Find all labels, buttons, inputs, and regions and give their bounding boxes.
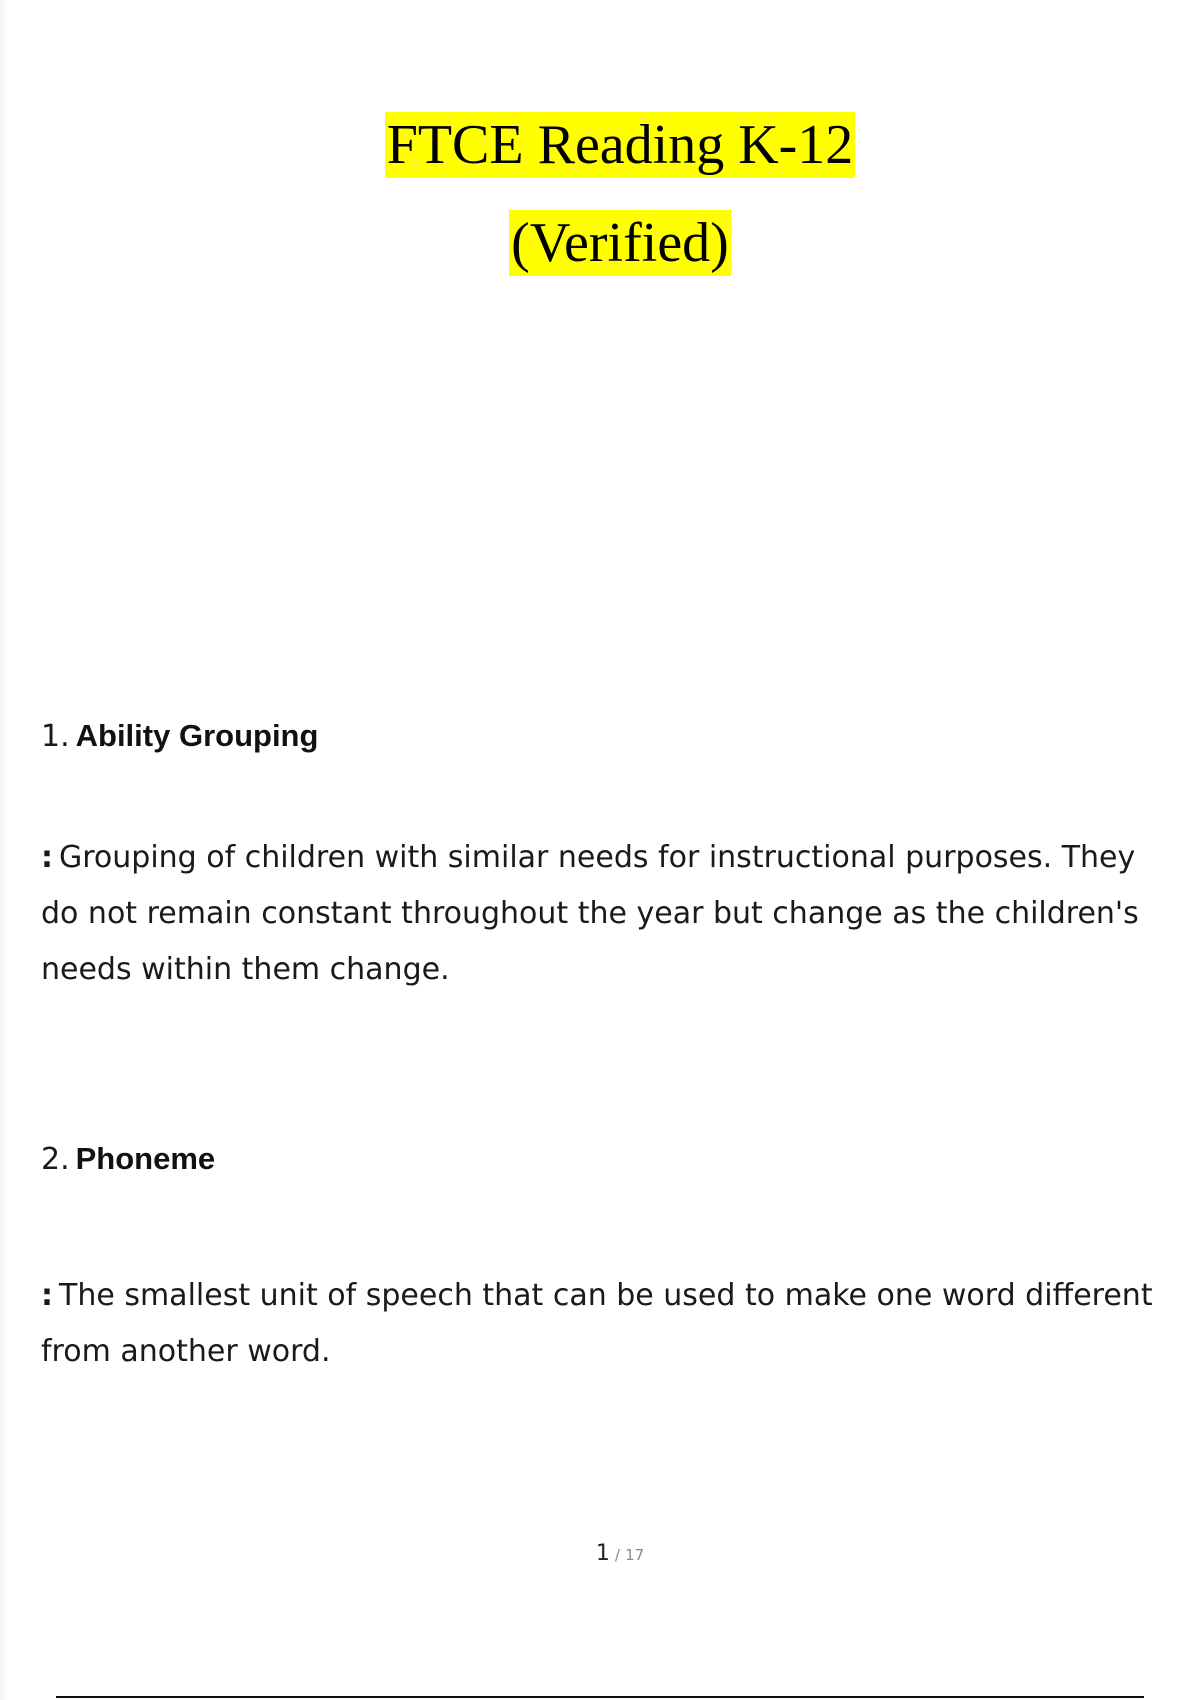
term-title: Phoneme <box>75 1141 216 1176</box>
title-line-2: (Verified) <box>511 212 729 274</box>
page-current: 1 <box>595 1541 610 1566</box>
definition-prefix: : <box>41 840 53 875</box>
definition-text: The smallest unit of speech that can be used to make one word different from another word. <box>41 1278 1153 1369</box>
term-definition <box>41 1268 1171 1380</box>
document-title <box>0 112 1200 308</box>
term-number: 1. <box>41 719 70 754</box>
page-total: 17 <box>625 1546 645 1564</box>
page-separator: / <box>614 1546 620 1564</box>
term-heading <box>41 718 318 755</box>
term-title: Ability Grouping <box>75 718 319 753</box>
title-line-1: FTCE Reading K-12 <box>386 114 854 176</box>
bottom-rule <box>56 1696 1144 1698</box>
term-heading <box>41 1141 215 1178</box>
definition-prefix: : <box>41 1278 53 1313</box>
page-indicator <box>0 1541 1200 1566</box>
term-definition <box>41 830 1171 998</box>
term-number: 2. <box>41 1142 70 1177</box>
definition-text: Grouping of children with similar needs for instructional purposes. They do not remain constant throughout the year but change as the children's needs within them change. <box>41 840 1139 987</box>
